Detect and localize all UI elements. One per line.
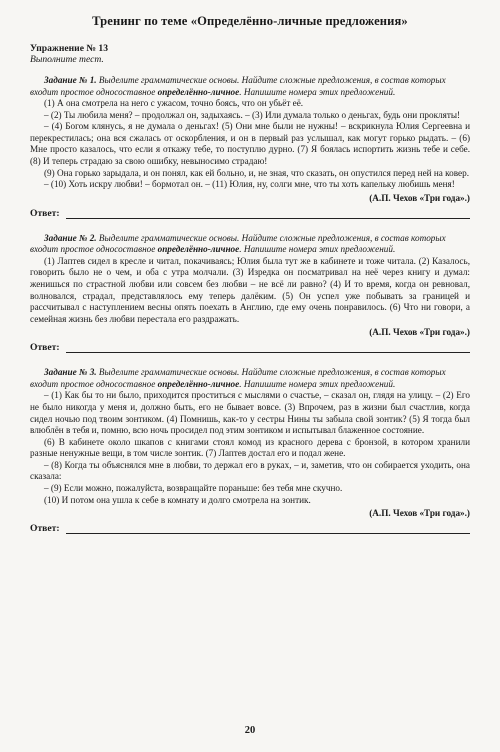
task-instruction-end: . Напишите номера этих предложений.	[239, 244, 396, 255]
text-paragraph: (9) Она горько зарыдала, и он понял, как ей больно, и, не зная, что сказать, он опустился перед ней на ковер.	[44, 167, 469, 178]
task-instruction-text: Выделите грамматические основы. Найдите сложные предложения, в состав которых входит простое односоставное	[30, 232, 446, 255]
text-paragraph: – (4) Богом клянусь, я не думала о деньгах! (5) Они мне были не нужны! – вскрикнула Юлия Сергеевна и перекрестилась; она вся сжалась от оскорбления, и он в первый раз услышал, как могут горько рыдать. – (6) Мне просто казалось, что если я откажу тебе, то поступлю дурно. (7) Я боялась испортить жизнь тебе и себе. (8) И теперь страдаю за свою ошибку, невыносимо страдаю!	[30, 121, 470, 166]
exercise-heading: Упражнение № 13	[30, 43, 109, 54]
text-paragraph: (10) И потом она ушла к себе в комнату и долго смотрела на зонтик.	[44, 494, 311, 505]
page-title: Тренинг по теме «Определённо-личные предложения»	[92, 14, 408, 28]
answer-row	[30, 208, 470, 219]
text-paragraph: – (2) Ты любила меня? – продолжал он, задыхаясь. – (3) Или думала только о деньгах, будь они прокляты!	[44, 109, 461, 120]
answer-label: Ответ:	[30, 523, 60, 535]
task-instruction-end: . Напишите номера этих предложений.	[239, 86, 396, 97]
answer-label: Ответ:	[30, 207, 60, 219]
text-paragraph: – (10) Хоть искру любви! – бормотал он. – (11) Юлия, ну, солги мне, что ты хоть капельку любишь меня!	[44, 179, 455, 190]
source-citation: (А.П. Чехов «Три года».)	[369, 508, 470, 519]
task-instruction-end: . Напишите номера этих предложений.	[239, 378, 396, 389]
answer-label: Ответ:	[30, 342, 60, 354]
task-emphasis: определённо-личное	[157, 244, 240, 255]
answer-line[interactable]	[66, 524, 470, 534]
source-citation: (А.П. Чехов «Три года».)	[369, 192, 470, 203]
text-paragraph: – (1) Как бы то ни было, приходится проститься с мыслями о счастье, – сказал он, глядя на улицу. – (2) Его не было никогда у меня и, должно быть, его не бывает вовсе. (3) Впрочем, раз в жизни был счастлив, когда сидел ночью под твоим зонтиком. (4) Помнишь, как-то у сестры Нины ты забыла свой зонтик? (5) Я тогда был влюблён в тебя и, помню, всю ночь просидел под этим зонтиком и испытывал блаженное состояние.	[30, 390, 470, 436]
task-instruction	[30, 233, 470, 256]
text-paragraph: – (8) Когда ты объяснялся мне в любви, то держал его в руках, – и, заметив, что он собирается уходить, она сказала:	[30, 459, 470, 482]
task-emphasis: определённо-личное	[157, 378, 240, 389]
task-instruction	[30, 75, 470, 98]
answer-line[interactable]	[66, 209, 470, 219]
task-2	[30, 233, 470, 354]
task-1	[30, 75, 470, 219]
text-paragraph: (1) А она смотрела на него с ужасом, точно боясь, что он убьёт её.	[44, 98, 304, 108]
task-number: Задание № 2.	[44, 232, 97, 243]
source-citation: (А.П. Чехов «Три года».)	[369, 327, 470, 338]
task-number: Задание № 3.	[44, 367, 97, 378]
task-instruction-text: Выделите грамматические основы. Найдите сложные предложения, в состав которых входит простое односоставное	[30, 75, 446, 97]
answer-line[interactable]	[66, 343, 470, 353]
task-instruction	[30, 367, 470, 390]
exercise-instruction: Выполните тест.	[30, 54, 104, 65]
text-paragraph: (6) В кабинете около шкапов с книгами стоял комод из красного дерева с бронзой, в котором хранили разные ненужные вещи, в том числе зонтик. (7) Лаптев достал его и подал жене.	[30, 436, 470, 459]
answer-row	[30, 523, 470, 534]
task-number: Задание № 1.	[44, 75, 97, 85]
task-3	[30, 367, 470, 534]
page-number: 20	[244, 725, 256, 736]
text-paragraph: – (9) Если можно, пожалуйста, возвращайте пораньше: без тебя мне скучно.	[44, 483, 343, 494]
answer-row	[30, 342, 470, 353]
text-paragraph: (1) Лаптев сидел в кресле и читал, покачиваясь; Юлия была тут же в кабинете и тоже читала. (2) Казалось, говорить было не о чем, и оба с утра молчали. (3) Изредка он посматривал на неё через книгу и думал: женишься по страстной любви или совсем без любви – не всё ли равно? (4) И то время, когда он ревновал, волновался, страдал, представлялось ему теперь далёким. (5) Он успел уже побывать за границей и рассчитывал с наступлением весны опять поехать в Англию, где ему очень понравилось. (6) Что ни говори, а семейная жизнь без любви перестала его раздражать.	[30, 255, 470, 324]
task-instruction-text: Выделите грамматические основы. Найдите сложные предложения, в состав которых входит простое односоставное	[30, 367, 446, 389]
task-emphasis: определённо-личное	[157, 86, 240, 97]
